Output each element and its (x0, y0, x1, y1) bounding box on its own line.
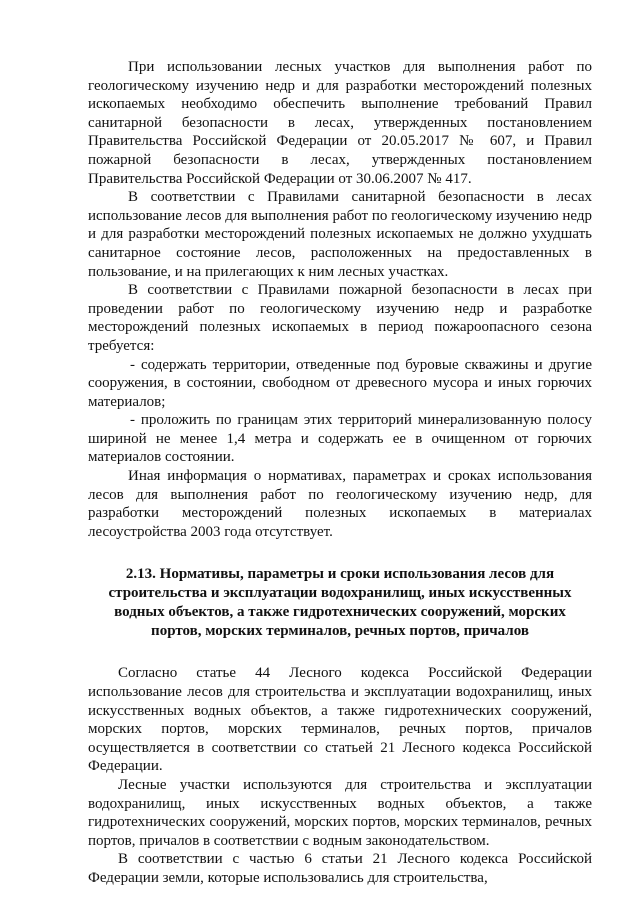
list-item-mineralized-strip: - проложить по границам этих территорий минерализованную полосу шириной не менее 1,4 метра и содержать ее в очищенном от горючих материалов состоянии. (88, 412, 592, 466)
paragraph-forest-plots-use: Лесные участки используются для строительства и эксплуатации водохранилищ, иных искусственных водных объектов, а также гидротехнических сооружений, морских портов, морских терминалов, речных портов, причалов в соответствии с водным законодательством. (88, 777, 592, 849)
paragraph-sanitary-rules: В соответствии с Правилами санитарной безопасности в лесах использование лесов для выполнения работ по геологическому изучению недр и для разработки месторождений полезных ископаемых не должно ухудшать санитарное состояние лесов, расположенных на предоставленных в пользование, и на прилегающих к ним лесных участках. (88, 189, 592, 280)
paragraph-article-21-part-6: В соответствии с частью 6 статьи 21 Лесного кодекса Российской Федерации земли, которые использовались для строительства, (88, 851, 592, 886)
paragraph-article-44: Согласно статье 44 Лесного кодекса Российской Федерации использование лесов для строительства и эксплуатации водохранилищ, иных искусственных водных объектов, а также гидротехнических сооружений, морских портов, морских терминалов, речных портов, причалов осуществляется в соответствии со статьей 21 Лесного кодекса Российской Федерации. (88, 665, 592, 775)
document-page (88, 58, 592, 888)
paragraph-other-info: Иная информация о нормативах, параметрах и сроках использования лесов для выполнения работ по геологическому изучению недр, для разработки месторождений полезных ископаемых в материалах лесоустройства 2003 года отсутствует. (88, 468, 592, 540)
paragraph-requirements: При использовании лесных участков для выполнения работ по геологическому изучению недр и для разработки месторождений полезных ископаемых необходимо обеспечить выполнение требований Правил санитарной безопасности в лесах, утвержденных постановлением Правительства Российской Федерации от 20.05.2017 № 607, и Правил пожарной безопасности в лесах, утвержденных постановлением Правительства Российской Федерации от 30.06.2007 № 417. (88, 59, 592, 187)
section-forest-use-geology (88, 58, 592, 541)
section-reservoirs (88, 664, 592, 887)
list-item-clear-territory: - содержать территории, отведенные под буровые скважины и другие сооружения, в состоянии, свободном от древесного мусора и иных горючих материалов; (88, 356, 592, 410)
paragraph-fire-rules: В соответствии с Правилами пожарной безопасности в лесах при проведении работ по геологическому изучению недр и разработке месторождений полезных ископаемых в период пожароопасного сезона требуется: (88, 282, 592, 354)
section-heading: 2.13. Нормативы, параметры и сроки использования лесов для строительства и эксплуатации водохранилищ, иных искусственных водных объектов, а также гидротехнических сооружений, морских портов, морских терминалов, речных портов, причалов (108, 566, 572, 640)
